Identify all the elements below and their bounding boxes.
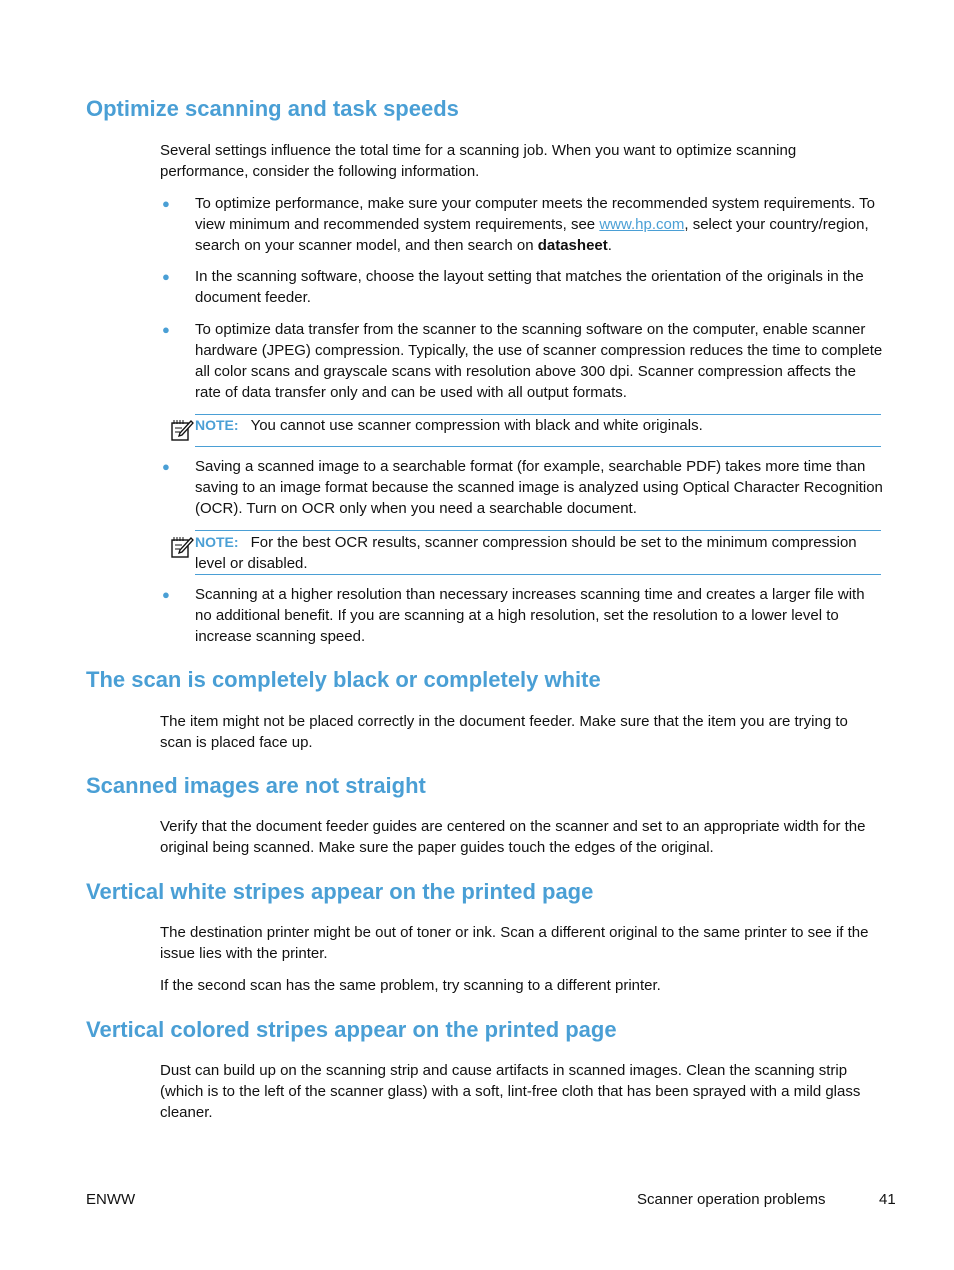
bullet-item-compression: To optimize data transfer from the scanner to the scanning software on the computer, enable scanner hardware (JPEG) compression. Typically, the use of scanner compression reduces the time to complete all color scans and grayscale scans with resolution above 300 dpi. Scanner compression affects the rate of data transfer only and can be used with all output formats. [195,321,883,401]
heading-not-straight: Scanned images are not straight [86,773,426,798]
paragraph: The destination printer might be out of toner or ink. Scan a different original to the same printer to see if the issue lies with the printer. [160,924,869,962]
bullet-text: , select your country/region, search on your scanner model, and then search on [195,216,869,254]
bullet-marker: ● [162,196,170,211]
note-text: For the best OCR results, scanner compression should be set to the minimum compression level or disabled. [195,534,857,572]
bullet-marker: ● [162,322,170,337]
bullet-marker: ● [162,459,170,474]
paragraph: The item might not be placed correctly in the document feeder. Make sure that the item you are trying to scan is placed face up. [160,713,848,751]
intro-paragraph: Several settings influence the total time for a scanning job. When you want to optimize scanning performance, consider the following information. [160,142,797,180]
footer-section-title: Scanner operation problems [637,1191,826,1208]
bullet-text: . [607,237,612,254]
bold-term: datasheet [537,237,608,254]
note-pencil-icon [170,418,194,442]
note-content [195,415,881,436]
note-box [195,530,881,575]
paragraph: Dust can build up on the scanning strip and cause artifacts in scanned images. Clean the scanning strip (which is to the left of the scanner glass) with a soft, lint-free cloth that has been sprayed with a mild glass cleaner. [160,1062,861,1121]
heading-optimize-scanning: Optimize scanning and task speeds [86,96,459,121]
bullet-item-resolution: Scanning at a higher resolution than necessary increases scanning time and creates a larger file with no additional benefit. If you are scanning at a high resolution, set the resolution to a lower level to increase scanning speed. [195,586,865,645]
paragraph: Verify that the document feeder guides are centered on the scanner and set to an appropriate width for the original being scanned. Make sure the paper guides touch the edges of the original. [160,818,866,856]
bullet-item-ocr: Saving a scanned image to a searchable format (for example, searchable PDF) takes more time than saving to an image format because the scanned image is analyzed using Optical Character Recognition (OCR). Turn on OCR only when you need a searchable document. [195,458,883,517]
page-number: 41 [879,1191,896,1208]
note-label: NOTE: [195,534,239,550]
heading-colored-stripes: Vertical colored stripes appear on the printed page [86,1017,617,1042]
hp-link[interactable]: www.hp.com [599,216,685,233]
note-pencil-icon [170,535,194,559]
footer-left: ENWW [86,1191,136,1208]
note-label: NOTE: [195,417,239,433]
note-text: You cannot use scanner compression with black and white originals. [250,417,703,434]
note-content [195,532,881,574]
bullet-text: To optimize performance, make sure your computer meets the recommended system requirements. To view minimum and recommended system requirements, see [195,195,876,233]
heading-white-stripes: Vertical white stripes appear on the printed page [86,879,594,904]
heading-black-or-white: The scan is completely black or completely white [86,667,601,692]
bullet-item-layout: In the scanning software, choose the layout setting that matches the orientation of the originals in the document feeder. [195,268,864,306]
bullet-item-performance [195,193,883,256]
bullet-marker: ● [162,269,170,284]
note-box [195,414,881,447]
paragraph: If the second scan has the same problem, try scanning to a different printer. [160,977,661,994]
bullet-marker: ● [162,587,170,602]
